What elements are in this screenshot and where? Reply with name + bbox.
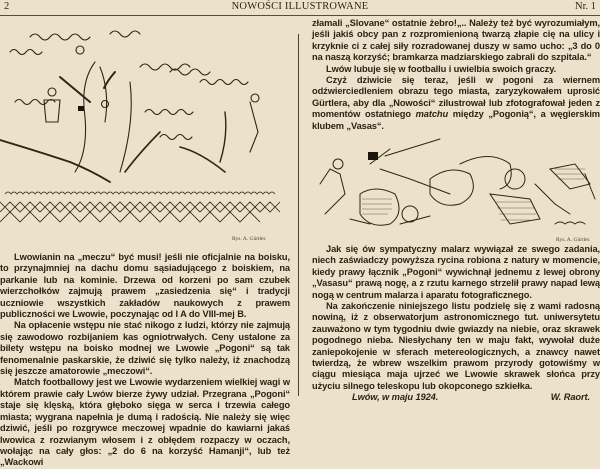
signoff [312,392,600,403]
paragraph-text: między „Pogonią“, a węgierskim klubem „Vasas“. [312,109,600,131]
paragraph-text: Czyż dziwicie się teraz, jeśli w pogoni za wiernem odźwierciedleniem obrazu tego miasta, zaryzykowałem uprosić Gürtlera, aby dla „Nowości“ zilustrował lub zfotografował jeden z momentów ostatniego [312,75,600,120]
trees-spectators-illustration [0,22,292,234]
paragraph: złamali „Slovane“ ostatnie żebro!„.. Należy też być wyrozumiałym, jeśli jakiś obcy pan z rozpromienioną twarzą złapie cię na ulicy i krzyknie ci z całej siły rozradowanej duszy w samo ucho: „3 do 0 na naszą korzyść; bramkarza madziarskiego zabrali do szpitala.“ [312,18,600,63]
column-divider [298,34,299,396]
signoff-place-date: Lwów, w maju 1924. [352,392,439,403]
page-header [0,0,600,16]
issue-number: Nr. 1 [575,1,596,12]
paragraph: Na zakończenie niniejszego listu podzielę się z wami radosną nowiną, iż z obserwatorjum astronomicznego tut. uniwersytetu zauważono w tym tygodniu dwie gwiazdy na niebie, oraz skrawek pogodnego nieba. Niesłychany ten w maju fakt, wywołał duże zaniepokojenie w sferach metereologicznych, a znawcy nawet twierdzą, że wbrew wszelkim prawom przyrody gotowiśmy w ciągu miesiąca maja ujrzeć we Lwowie skrawek słońca przy użyciu silnego teleskopu lub okopconego szkiełka. [312,301,600,391]
paragraph: Lwowianin na „meczu“ być musi! jeśli nie oficjalnie na boisku, to przynajmniej na dachu domu sąsiadującego z boiskiem, na parkanie lub na kominie. Drzewa od korzeni po sam czubek wierzchołków zajmują prawem „zasiedzenia się“ i tradycji uczniowie wszystkich zakładów naukowych z prawem publiczności we Lwowie, poczynając od I A do VIII-mej B. [0,252,290,320]
illustration-caption-right: Rys. A. Gürtler. [556,237,591,243]
match-word: matchu [415,109,449,120]
article-left-column [0,252,290,469]
article-right-column-bottom [312,244,600,404]
article-right-column-top [312,18,600,132]
football-match-illustration [300,124,600,234]
signoff-author: W. Raort. [550,392,590,403]
page-number: 2 [4,1,10,12]
illustration-caption-left: Rys. A. Gürtler. [232,236,267,242]
paragraph: Match footballowy jest we Lwowie wydarzeniem wielkiej wagi w którem prawie cały Lwów bierze żywy udział. Przegrana „Pogoni“ staje się klęską, która głęboko sięga w serca i trzewia całego miasta; wygrana napełnia je dumą i radością. Nie należy się więc dziwić, jeśli po rozgrywce meczowej wpadnie do kawiarni jakaś lwowica z rozwianym włosem i z obłędem rozpaczy w oczach, wołając na cały głos: „2 do 6 na korzyść Hamanji“, lub też „Wackowi [0,377,290,468]
paragraph: Lwów lubuje się w footballu i uwielbia swoich graczy. [326,63,557,74]
paragraph: Jak się ów sympatyczny malarz wywiązał ze swego zadania, niech zaświadczy powyższa rycina robiona z natury w momencie, kiedy prawy łącznik „Pogoni“ wywichnął jednemu z lewej obrony „Vasasu“ prawą nogę, a z rzutu karnego strzelił prawy napad lewą nogą w centrum malarza i aparatu fotograficznego. [312,244,600,300]
paragraph: Na opłacenie wstępu nie stać nikogo z ludzi, którzy nie zajmują się zawodowo rozbijaniem kas ogniotrwałych. Ceny ustalone za bilety wstępu na boisko modnej we Lwowie „Pogoni“ są tak fenomenalnie paskarskie, że dziwić się tylko należy, iż znachodzą się jeszcze amatorowie „meczowi“. [0,320,290,377]
publication-title: NOWOŚCI ILLUSTROWANE [231,1,369,12]
header-rule [0,15,600,16]
